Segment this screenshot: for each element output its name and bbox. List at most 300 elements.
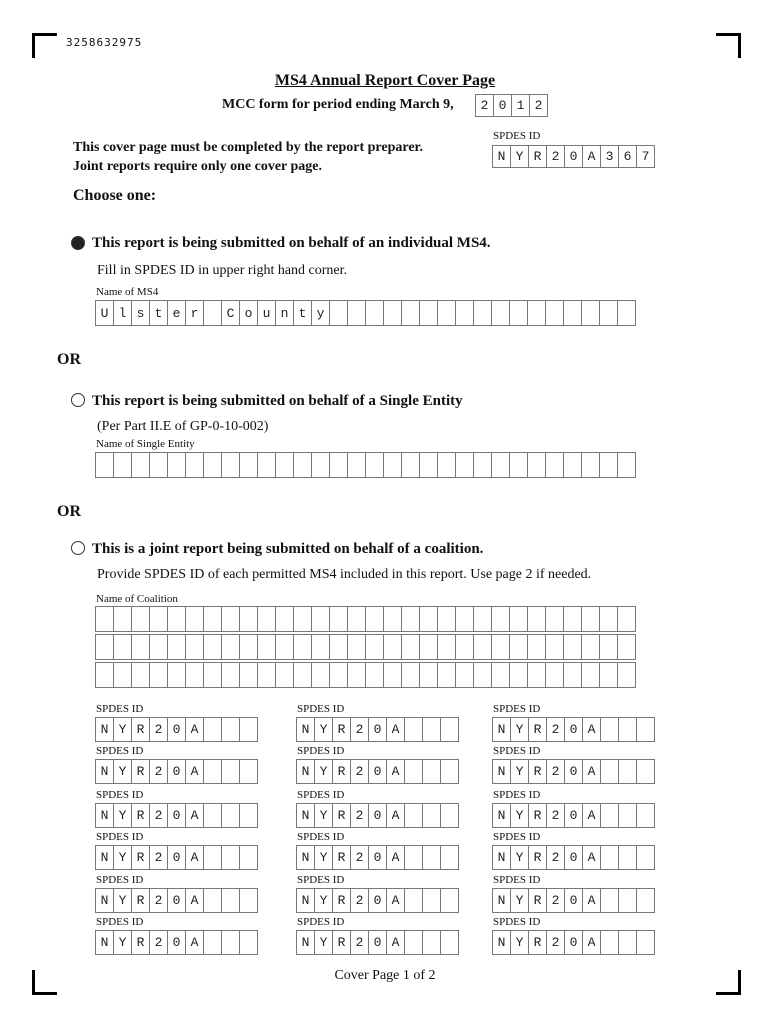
char-box[interactable] [617, 634, 636, 660]
char-box[interactable] [275, 606, 294, 632]
char-box[interactable]: 0 [564, 845, 583, 870]
char-box[interactable] [167, 606, 186, 632]
char-box[interactable] [347, 634, 366, 660]
char-box[interactable]: r [185, 300, 204, 326]
char-box[interactable]: N [296, 803, 315, 828]
char-box[interactable] [239, 930, 258, 955]
char-box[interactable] [422, 930, 441, 955]
char-box[interactable] [618, 717, 637, 742]
char-box[interactable]: R [528, 759, 547, 784]
char-box[interactable]: 2 [149, 930, 168, 955]
coalition-spdes-id-field[interactable] [96, 930, 258, 955]
char-box[interactable]: 2 [546, 717, 565, 742]
char-box[interactable] [239, 803, 258, 828]
char-box[interactable] [618, 845, 637, 870]
char-box[interactable] [509, 662, 528, 688]
char-box[interactable] [455, 634, 474, 660]
char-box[interactable] [404, 845, 423, 870]
coalition-spdes-id-field[interactable] [96, 803, 258, 828]
char-box[interactable]: N [492, 888, 511, 913]
char-box[interactable]: 2 [149, 803, 168, 828]
char-box[interactable]: 0 [564, 759, 583, 784]
char-box[interactable]: N [95, 803, 114, 828]
char-box[interactable] [221, 803, 240, 828]
coalition-spdes-id-field[interactable] [297, 930, 459, 955]
char-box[interactable]: 2 [475, 94, 494, 117]
char-box[interactable] [599, 634, 618, 660]
coalition-spdes-id-field[interactable] [96, 759, 258, 784]
coalition-spdes-id-field[interactable] [297, 845, 459, 870]
char-box[interactable]: 2 [546, 145, 565, 168]
char-box[interactable] [545, 634, 564, 660]
char-box[interactable] [440, 888, 459, 913]
char-box[interactable] [600, 759, 619, 784]
char-box[interactable] [527, 606, 546, 632]
char-box[interactable] [203, 662, 222, 688]
option-coalition-radio[interactable] [71, 541, 85, 555]
char-box[interactable] [347, 452, 366, 478]
char-box[interactable] [365, 606, 384, 632]
char-box[interactable]: N [296, 845, 315, 870]
char-box[interactable] [618, 888, 637, 913]
char-box[interactable] [563, 452, 582, 478]
coalition-spdes-id-field[interactable] [297, 803, 459, 828]
char-box[interactable] [383, 606, 402, 632]
main-spdes-id-field[interactable] [493, 145, 655, 168]
char-box[interactable]: A [185, 717, 204, 742]
char-box[interactable] [422, 717, 441, 742]
char-box[interactable] [203, 845, 222, 870]
char-box[interactable] [455, 452, 474, 478]
char-box[interactable]: A [386, 888, 405, 913]
char-box[interactable] [203, 759, 222, 784]
char-box[interactable] [422, 845, 441, 870]
char-box[interactable] [599, 452, 618, 478]
char-box[interactable]: A [386, 930, 405, 955]
char-box[interactable]: 2 [546, 803, 565, 828]
char-box[interactable]: N [492, 803, 511, 828]
char-box[interactable]: 0 [564, 717, 583, 742]
char-box[interactable] [401, 606, 420, 632]
char-box[interactable] [491, 606, 510, 632]
char-box[interactable]: 2 [350, 717, 369, 742]
char-box[interactable] [455, 662, 474, 688]
char-box[interactable]: 2 [350, 930, 369, 955]
coalition-spdes-id-field[interactable] [96, 717, 258, 742]
char-box[interactable]: N [95, 717, 114, 742]
char-box[interactable] [239, 888, 258, 913]
char-box[interactable] [419, 452, 438, 478]
char-box[interactable] [221, 452, 240, 478]
char-box[interactable] [293, 606, 312, 632]
char-box[interactable]: 0 [167, 803, 186, 828]
char-box[interactable] [347, 606, 366, 632]
char-box[interactable]: R [528, 930, 547, 955]
char-box[interactable]: Y [314, 930, 333, 955]
char-box[interactable]: Y [113, 759, 132, 784]
char-box[interactable] [473, 662, 492, 688]
period-year-field[interactable] [476, 94, 548, 117]
char-box[interactable] [167, 662, 186, 688]
char-box[interactable]: A [185, 888, 204, 913]
char-box[interactable]: 0 [564, 930, 583, 955]
char-box[interactable]: N [492, 930, 511, 955]
char-box[interactable]: R [131, 845, 150, 870]
char-box[interactable] [636, 845, 655, 870]
char-box[interactable] [113, 606, 132, 632]
char-box[interactable] [95, 606, 114, 632]
char-box[interactable] [599, 300, 618, 326]
char-box[interactable] [422, 888, 441, 913]
char-box[interactable] [239, 634, 258, 660]
char-box[interactable] [203, 888, 222, 913]
char-box[interactable] [167, 452, 186, 478]
char-box[interactable] [440, 803, 459, 828]
char-box[interactable]: 0 [167, 759, 186, 784]
ms4-name-field[interactable] [96, 300, 636, 326]
char-box[interactable]: 2 [546, 930, 565, 955]
char-box[interactable] [600, 717, 619, 742]
char-box[interactable] [383, 662, 402, 688]
char-box[interactable] [275, 452, 294, 478]
char-box[interactable]: 0 [493, 94, 512, 117]
char-box[interactable]: 2 [149, 759, 168, 784]
char-box[interactable]: R [528, 845, 547, 870]
char-box[interactable] [383, 634, 402, 660]
char-box[interactable]: t [293, 300, 312, 326]
char-box[interactable]: N [492, 717, 511, 742]
char-box[interactable]: A [582, 145, 601, 168]
char-box[interactable] [527, 452, 546, 478]
char-box[interactable]: R [528, 717, 547, 742]
char-box[interactable] [257, 452, 276, 478]
char-box[interactable]: R [332, 888, 351, 913]
char-box[interactable]: A [386, 803, 405, 828]
char-box[interactable] [527, 634, 546, 660]
char-box[interactable] [257, 634, 276, 660]
char-box[interactable] [440, 759, 459, 784]
char-box[interactable] [545, 606, 564, 632]
char-box[interactable] [149, 634, 168, 660]
char-box[interactable] [347, 662, 366, 688]
char-box[interactable]: l [113, 300, 132, 326]
char-box[interactable]: Y [314, 717, 333, 742]
char-box[interactable]: N [296, 759, 315, 784]
coalition-spdes-id-field[interactable] [493, 803, 655, 828]
char-box[interactable]: A [185, 803, 204, 828]
char-box[interactable] [563, 300, 582, 326]
char-box[interactable] [581, 452, 600, 478]
char-box[interactable]: Y [510, 803, 529, 828]
char-box[interactable] [600, 888, 619, 913]
char-box[interactable]: t [149, 300, 168, 326]
char-box[interactable] [95, 634, 114, 660]
coalition-spdes-id-field[interactable] [297, 759, 459, 784]
char-box[interactable]: N [492, 845, 511, 870]
char-box[interactable] [203, 803, 222, 828]
char-box[interactable]: R [528, 803, 547, 828]
char-box[interactable] [311, 634, 330, 660]
char-box[interactable] [419, 300, 438, 326]
char-box[interactable]: N [296, 717, 315, 742]
char-box[interactable] [167, 634, 186, 660]
char-box[interactable] [545, 452, 564, 478]
char-box[interactable]: 2 [546, 845, 565, 870]
char-box[interactable] [581, 606, 600, 632]
char-box[interactable] [617, 300, 636, 326]
char-box[interactable] [437, 662, 456, 688]
char-box[interactable]: 3 [600, 145, 619, 168]
char-box[interactable]: A [582, 803, 601, 828]
char-box[interactable] [599, 662, 618, 688]
char-box[interactable] [221, 759, 240, 784]
char-box[interactable] [404, 888, 423, 913]
char-box[interactable] [545, 300, 564, 326]
char-box[interactable] [404, 803, 423, 828]
char-box[interactable] [149, 452, 168, 478]
char-box[interactable]: n [275, 300, 294, 326]
char-box[interactable] [618, 759, 637, 784]
char-box[interactable] [401, 452, 420, 478]
coalition-name-field-row-2[interactable] [96, 634, 636, 660]
char-box[interactable]: A [582, 759, 601, 784]
char-box[interactable] [491, 452, 510, 478]
char-box[interactable] [401, 662, 420, 688]
char-box[interactable]: U [95, 300, 114, 326]
char-box[interactable]: R [528, 888, 547, 913]
char-box[interactable] [329, 662, 348, 688]
char-box[interactable]: 2 [546, 759, 565, 784]
char-box[interactable]: Y [113, 717, 132, 742]
char-box[interactable]: 2 [149, 888, 168, 913]
coalition-name-field-row-1[interactable] [96, 606, 636, 632]
char-box[interactable]: A [582, 930, 601, 955]
coalition-spdes-id-field[interactable] [96, 888, 258, 913]
char-box[interactable]: R [332, 845, 351, 870]
char-box[interactable] [221, 606, 240, 632]
char-box[interactable] [95, 662, 114, 688]
char-box[interactable] [131, 662, 150, 688]
char-box[interactable] [131, 452, 150, 478]
char-box[interactable] [473, 300, 492, 326]
char-box[interactable] [599, 606, 618, 632]
char-box[interactable] [419, 662, 438, 688]
char-box[interactable] [618, 930, 637, 955]
char-box[interactable] [422, 759, 441, 784]
char-box[interactable]: y [311, 300, 330, 326]
coalition-name-field-row-3[interactable] [96, 662, 636, 688]
char-box[interactable] [329, 452, 348, 478]
char-box[interactable]: o [239, 300, 258, 326]
char-box[interactable] [221, 888, 240, 913]
char-box[interactable]: A [582, 717, 601, 742]
char-box[interactable] [617, 452, 636, 478]
char-box[interactable] [617, 606, 636, 632]
char-box[interactable] [581, 300, 600, 326]
char-box[interactable] [221, 634, 240, 660]
char-box[interactable] [365, 634, 384, 660]
char-box[interactable] [581, 634, 600, 660]
char-box[interactable] [329, 300, 348, 326]
char-box[interactable] [311, 662, 330, 688]
char-box[interactable] [185, 606, 204, 632]
char-box[interactable] [437, 606, 456, 632]
char-box[interactable] [563, 634, 582, 660]
char-box[interactable] [203, 634, 222, 660]
char-box[interactable]: R [528, 145, 547, 168]
char-box[interactable] [419, 606, 438, 632]
char-box[interactable]: 0 [564, 803, 583, 828]
char-box[interactable] [329, 634, 348, 660]
char-box[interactable] [257, 662, 276, 688]
char-box[interactable]: A [386, 717, 405, 742]
char-box[interactable]: R [131, 759, 150, 784]
char-box[interactable]: Y [314, 759, 333, 784]
char-box[interactable]: A [582, 845, 601, 870]
char-box[interactable] [293, 452, 312, 478]
char-box[interactable]: 0 [368, 930, 387, 955]
char-box[interactable] [401, 300, 420, 326]
char-box[interactable] [239, 759, 258, 784]
char-box[interactable]: Y [113, 845, 132, 870]
char-box[interactable]: 0 [167, 845, 186, 870]
coalition-spdes-id-field[interactable] [493, 717, 655, 742]
coalition-spdes-id-field[interactable] [297, 888, 459, 913]
char-box[interactable]: 2 [350, 888, 369, 913]
char-box[interactable]: Y [314, 803, 333, 828]
char-box[interactable]: R [332, 930, 351, 955]
char-box[interactable]: Y [510, 145, 529, 168]
char-box[interactable]: Y [314, 845, 333, 870]
coalition-spdes-id-field[interactable] [493, 845, 655, 870]
char-box[interactable] [239, 606, 258, 632]
char-box[interactable]: R [131, 888, 150, 913]
char-box[interactable]: A [185, 845, 204, 870]
char-box[interactable]: R [131, 803, 150, 828]
char-box[interactable]: Y [113, 888, 132, 913]
char-box[interactable]: u [257, 300, 276, 326]
char-box[interactable]: 2 [546, 888, 565, 913]
char-box[interactable] [636, 930, 655, 955]
char-box[interactable]: N [492, 145, 511, 168]
char-box[interactable] [221, 662, 240, 688]
char-box[interactable] [618, 803, 637, 828]
char-box[interactable] [563, 606, 582, 632]
char-box[interactable] [365, 452, 384, 478]
char-box[interactable]: R [332, 759, 351, 784]
char-box[interactable] [440, 717, 459, 742]
coalition-spdes-id-field[interactable] [96, 845, 258, 870]
char-box[interactable] [509, 606, 528, 632]
char-box[interactable]: A [185, 930, 204, 955]
char-box[interactable]: N [95, 888, 114, 913]
char-box[interactable] [422, 803, 441, 828]
char-box[interactable] [383, 452, 402, 478]
coalition-spdes-id-field[interactable] [493, 930, 655, 955]
char-box[interactable] [545, 662, 564, 688]
char-box[interactable]: 0 [368, 845, 387, 870]
char-box[interactable]: A [386, 759, 405, 784]
char-box[interactable] [636, 717, 655, 742]
char-box[interactable] [563, 662, 582, 688]
char-box[interactable] [221, 717, 240, 742]
char-box[interactable] [581, 662, 600, 688]
char-box[interactable]: 0 [368, 717, 387, 742]
char-box[interactable]: A [582, 888, 601, 913]
char-box[interactable] [203, 717, 222, 742]
char-box[interactable] [401, 634, 420, 660]
char-box[interactable] [419, 634, 438, 660]
char-box[interactable] [636, 888, 655, 913]
char-box[interactable] [275, 662, 294, 688]
char-box[interactable] [113, 634, 132, 660]
char-box[interactable] [239, 662, 258, 688]
char-box[interactable] [473, 606, 492, 632]
char-box[interactable] [404, 930, 423, 955]
char-box[interactable] [203, 606, 222, 632]
option-single-entity-radio[interactable] [71, 393, 85, 407]
char-box[interactable]: 6 [618, 145, 637, 168]
char-box[interactable] [131, 606, 150, 632]
char-box[interactable] [257, 606, 276, 632]
char-box[interactable] [636, 759, 655, 784]
char-box[interactable] [365, 300, 384, 326]
char-box[interactable] [437, 452, 456, 478]
char-box[interactable]: Y [510, 717, 529, 742]
char-box[interactable] [527, 662, 546, 688]
char-box[interactable] [473, 452, 492, 478]
char-box[interactable] [275, 634, 294, 660]
char-box[interactable]: Y [510, 845, 529, 870]
char-box[interactable]: A [386, 845, 405, 870]
char-box[interactable] [600, 930, 619, 955]
char-box[interactable] [383, 300, 402, 326]
char-box[interactable]: N [95, 845, 114, 870]
char-box[interactable]: 2 [149, 717, 168, 742]
char-box[interactable] [185, 452, 204, 478]
char-box[interactable] [600, 845, 619, 870]
char-box[interactable] [293, 634, 312, 660]
char-box[interactable] [311, 452, 330, 478]
char-box[interactable] [509, 300, 528, 326]
char-box[interactable] [509, 452, 528, 478]
char-box[interactable]: 0 [167, 717, 186, 742]
option-individual-radio[interactable] [71, 236, 85, 250]
char-box[interactable] [203, 930, 222, 955]
char-box[interactable] [293, 662, 312, 688]
char-box[interactable] [404, 717, 423, 742]
char-box[interactable]: Y [113, 803, 132, 828]
char-box[interactable] [113, 452, 132, 478]
char-box[interactable]: e [167, 300, 186, 326]
char-box[interactable] [491, 662, 510, 688]
char-box[interactable]: 0 [368, 759, 387, 784]
char-box[interactable]: N [492, 759, 511, 784]
char-box[interactable] [239, 452, 258, 478]
char-box[interactable] [239, 717, 258, 742]
char-box[interactable]: 2 [149, 845, 168, 870]
char-box[interactable] [527, 300, 546, 326]
char-box[interactable]: 0 [167, 930, 186, 955]
char-box[interactable]: 0 [167, 888, 186, 913]
char-box[interactable]: 0 [564, 888, 583, 913]
char-box[interactable]: Y [510, 888, 529, 913]
char-box[interactable]: Y [510, 930, 529, 955]
char-box[interactable] [600, 803, 619, 828]
char-box[interactable]: C [221, 300, 240, 326]
char-box[interactable] [473, 634, 492, 660]
coalition-spdes-id-field[interactable] [493, 888, 655, 913]
